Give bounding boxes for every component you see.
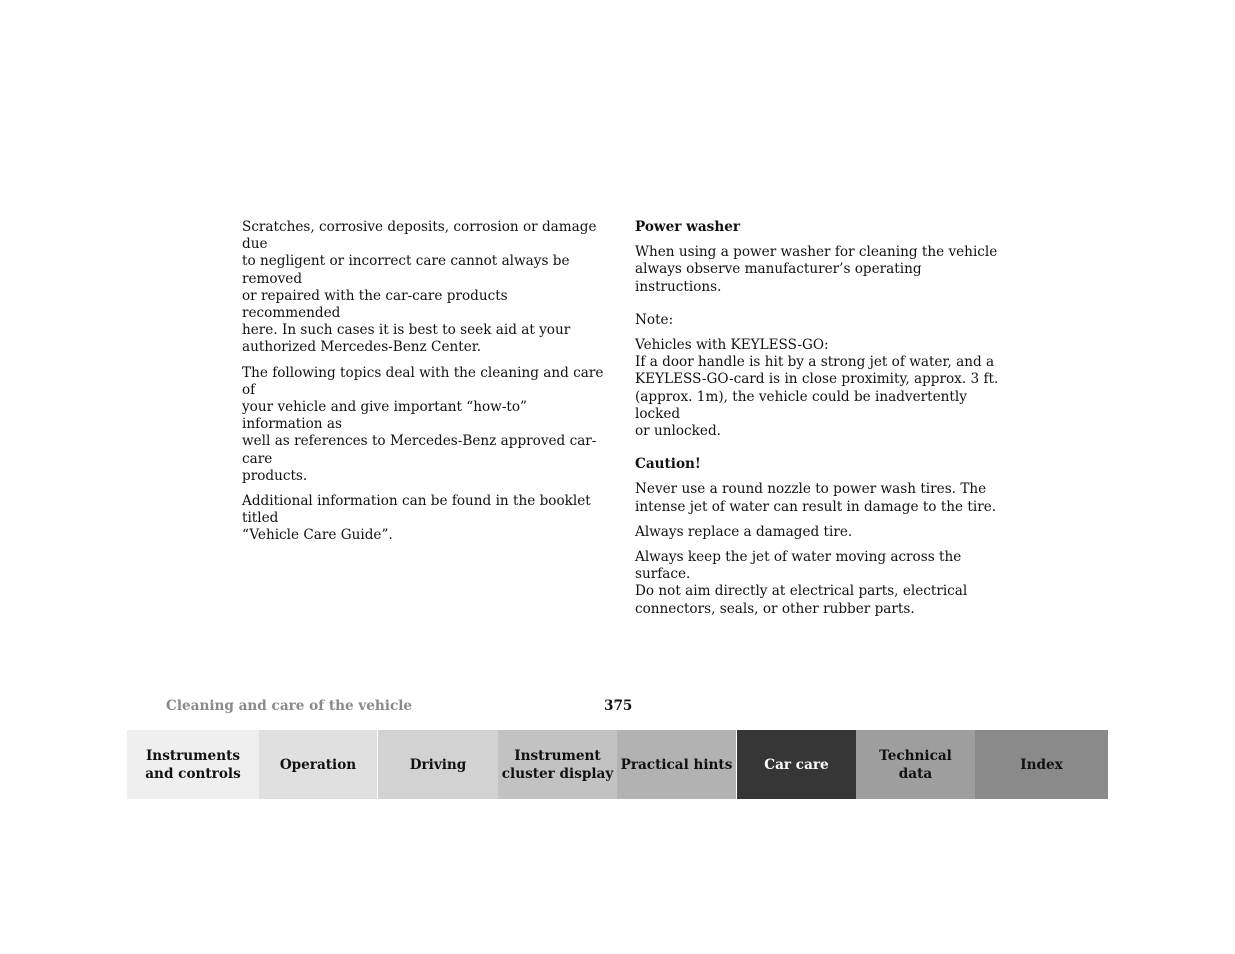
left-column — [242, 219, 604, 553]
note-text: Vehicles with KEYLESS-GO: If a door handle is hit by a strong jet of water, and a KEYLESS-GO-card is in close proximity, approx. 3 ft. (approx. 1m), the vehicle could be inadvertently locked or unlocked. — [635, 337, 999, 440]
right-column — [635, 219, 1000, 626]
footer-section-title: Cleaning and care of the vehicle — [166, 698, 413, 714]
tab-index[interactable]: Index — [975, 730, 1108, 799]
power-washer-intro: When using a power washer for cleaning the vehicle always observe manufacturer’s operating instructions. — [635, 244, 998, 295]
tab-practical-hints[interactable]: Practical hints — [617, 730, 737, 799]
damage-paragraph: Scratches, corrosive deposits, corrosion or damage due to negligent or incorrect care cannot always be removed or repaired with the car-care products recommended here. In such cases it is best to seek aid at your authorized Mercedes-Benz Center. — [242, 219, 597, 356]
caution-paragraph-nozzle: Never use a round nozzle to power wash tires. The intense jet of water can result in damage to the tire. — [635, 481, 997, 515]
note-label: Note: — [635, 311, 674, 328]
caution-heading: Caution! — [635, 456, 701, 473]
chapter-tab-bar — [127, 730, 1108, 799]
tab-instrument-cluster-display[interactable]: Instrument cluster display — [498, 730, 617, 799]
tab-technical-data[interactable]: Technical data — [856, 730, 975, 799]
topics-paragraph: The following topics deal with the cleaning and care of your vehicle and give important “how-to” information as well as references to Mercedes-Benz approved car-care products. — [242, 364, 604, 484]
tab-operation[interactable]: Operation — [259, 730, 378, 799]
caution-paragraph-jet: Always keep the jet of water moving across the surface. Do not aim directly at electrical parts, electrical connectors, seals, or other rubber parts. — [635, 549, 968, 617]
booklet-paragraph: Additional information can be found in the booklet titled “Vehicle Care Guide”. — [242, 493, 591, 544]
caution-paragraph-tire: Always replace a damaged tire. — [635, 523, 853, 540]
tab-car-care[interactable]: Car care — [737, 730, 856, 799]
tab-instruments-and-controls[interactable]: Instruments and controls — [127, 730, 259, 799]
page-number: 375 — [604, 698, 633, 714]
power-washer-heading: Power washer — [635, 219, 741, 235]
tab-driving[interactable]: Driving — [378, 730, 498, 799]
